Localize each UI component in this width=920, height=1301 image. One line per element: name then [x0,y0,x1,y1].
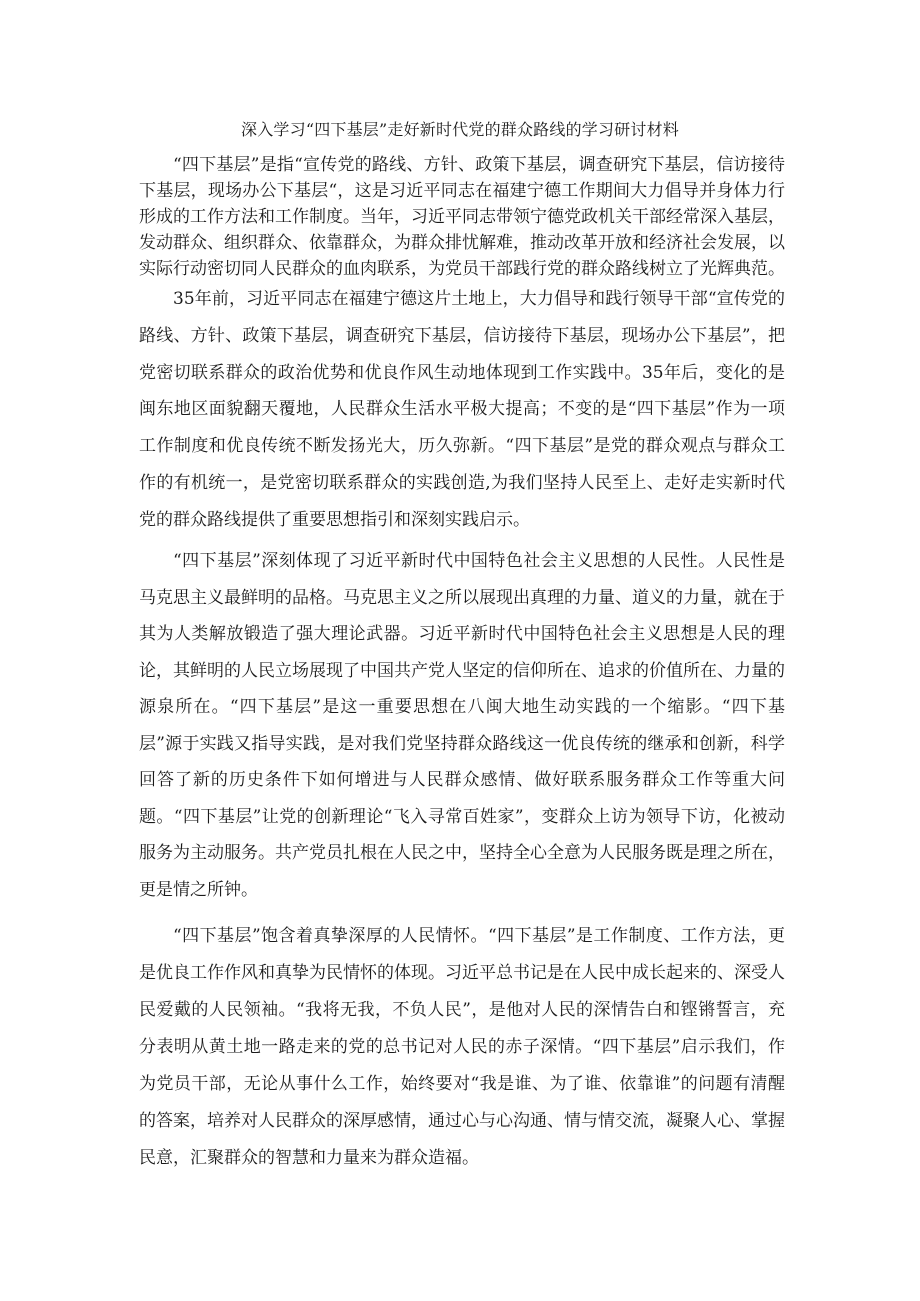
paragraph-1: “四下基层”是指“宣传党的路线、方针、政策下基层，调查研究下基层，信访接待下基层，现场办公下基层“，这是习近平同志在福建宁德工作期间大力倡导并身体力行形成的工作方法和工作制度。当年，习近平同志带领宁德党政机关干部经常深入基层，发动群众、组织群众、依靠群众，为群众排忧解难，推动改革开放和经济社会发展，以实际行动密切同人民群众的血肉联系，为党员干部践行党的群众路线树立了光辉典范。 [139,155,785,279]
paragraph-4: “四下基层”饱含着真挚深厚的人民情怀。“四下基层”是工作制度、工作方法，更是优良工作作风和真挚为民情怀的体现。习近平总书记是在人民中成长起来的、深受人民爱戴的人民领袖。“我将无我，不负人民”，是他对人民的深情告白和铿锵誓言，充分表明从黄土地一路走来的党的总书记对人民的赤子深情。“四下基层”启示我们，作为党员干部，无论从事什么工作，始终要对“我是谁、为了谁、依靠谁”的问题有清醒的答案，培养对人民群众的深厚感情，通过心与心沟通、情与情交流，凝聚人心、掌握民意，汇聚群众的智慧和力量来为群众造福。 [139,926,785,1168]
document-title: 深入学习“四下基层”走好新时代党的群众路线的学习研讨材料 [241,120,679,139]
paragraph-3: “四下基层”深刻体现了习近平新时代中国特色社会主义思想的人民性。人民性是马克思主义最鲜明的品格。马克思主义之所以展现出真理的力量、道义的力量，就在于其为人类解放锻造了强大理论武器。习近平新时代中国特色社会主义思想是人民的理论，其鲜明的人民立场展现了中国共产党人坚定的信仰所在、追求的价值所在、力量的源泉所在。“四下基层”是这一重要思想在八闽大地生动实践的一个缩影。“四下基层”源于实践又指导实践，是对我们党坚持群众路线这一优良传统的继承和创新，科学回答了新的历史条件下如何增进与人民群众感情、做好联系服务群众工作等重大问题。“四下基层”让党的创新理论“飞入寻常百姓家”，变群众上访为领导下访，化被动服务为主动服务。共产党员扎根在人民之中，坚持全心全意为人民服务既是理之所在，更是情之所钟。 [139,551,785,900]
paragraph-2: 35年前，习近平同志在福建宁德这片土地上，大力倡导和践行领导干部“宣传党的路线、方针、政策下基层，调查研究下基层，信访接待下基层，现场办公下基层”，把党密切联系群众的政治优势和优良作风生动地体现到工作实践中。35年后，变化的是闽东地区面貌翻天覆地，人民群众生活水平极大提高；不变的是“四下基层”作为一项工作制度和优良传统不断发扬光大，历久弥新。“四下基层”是党的群众观点与群众工作的有机统一，是党密切联系群众的实践创造,为我们坚持人民至上、走好走实新时代党的群众路线提供了重要思想指引和深刻实践启示。 [139,289,785,530]
